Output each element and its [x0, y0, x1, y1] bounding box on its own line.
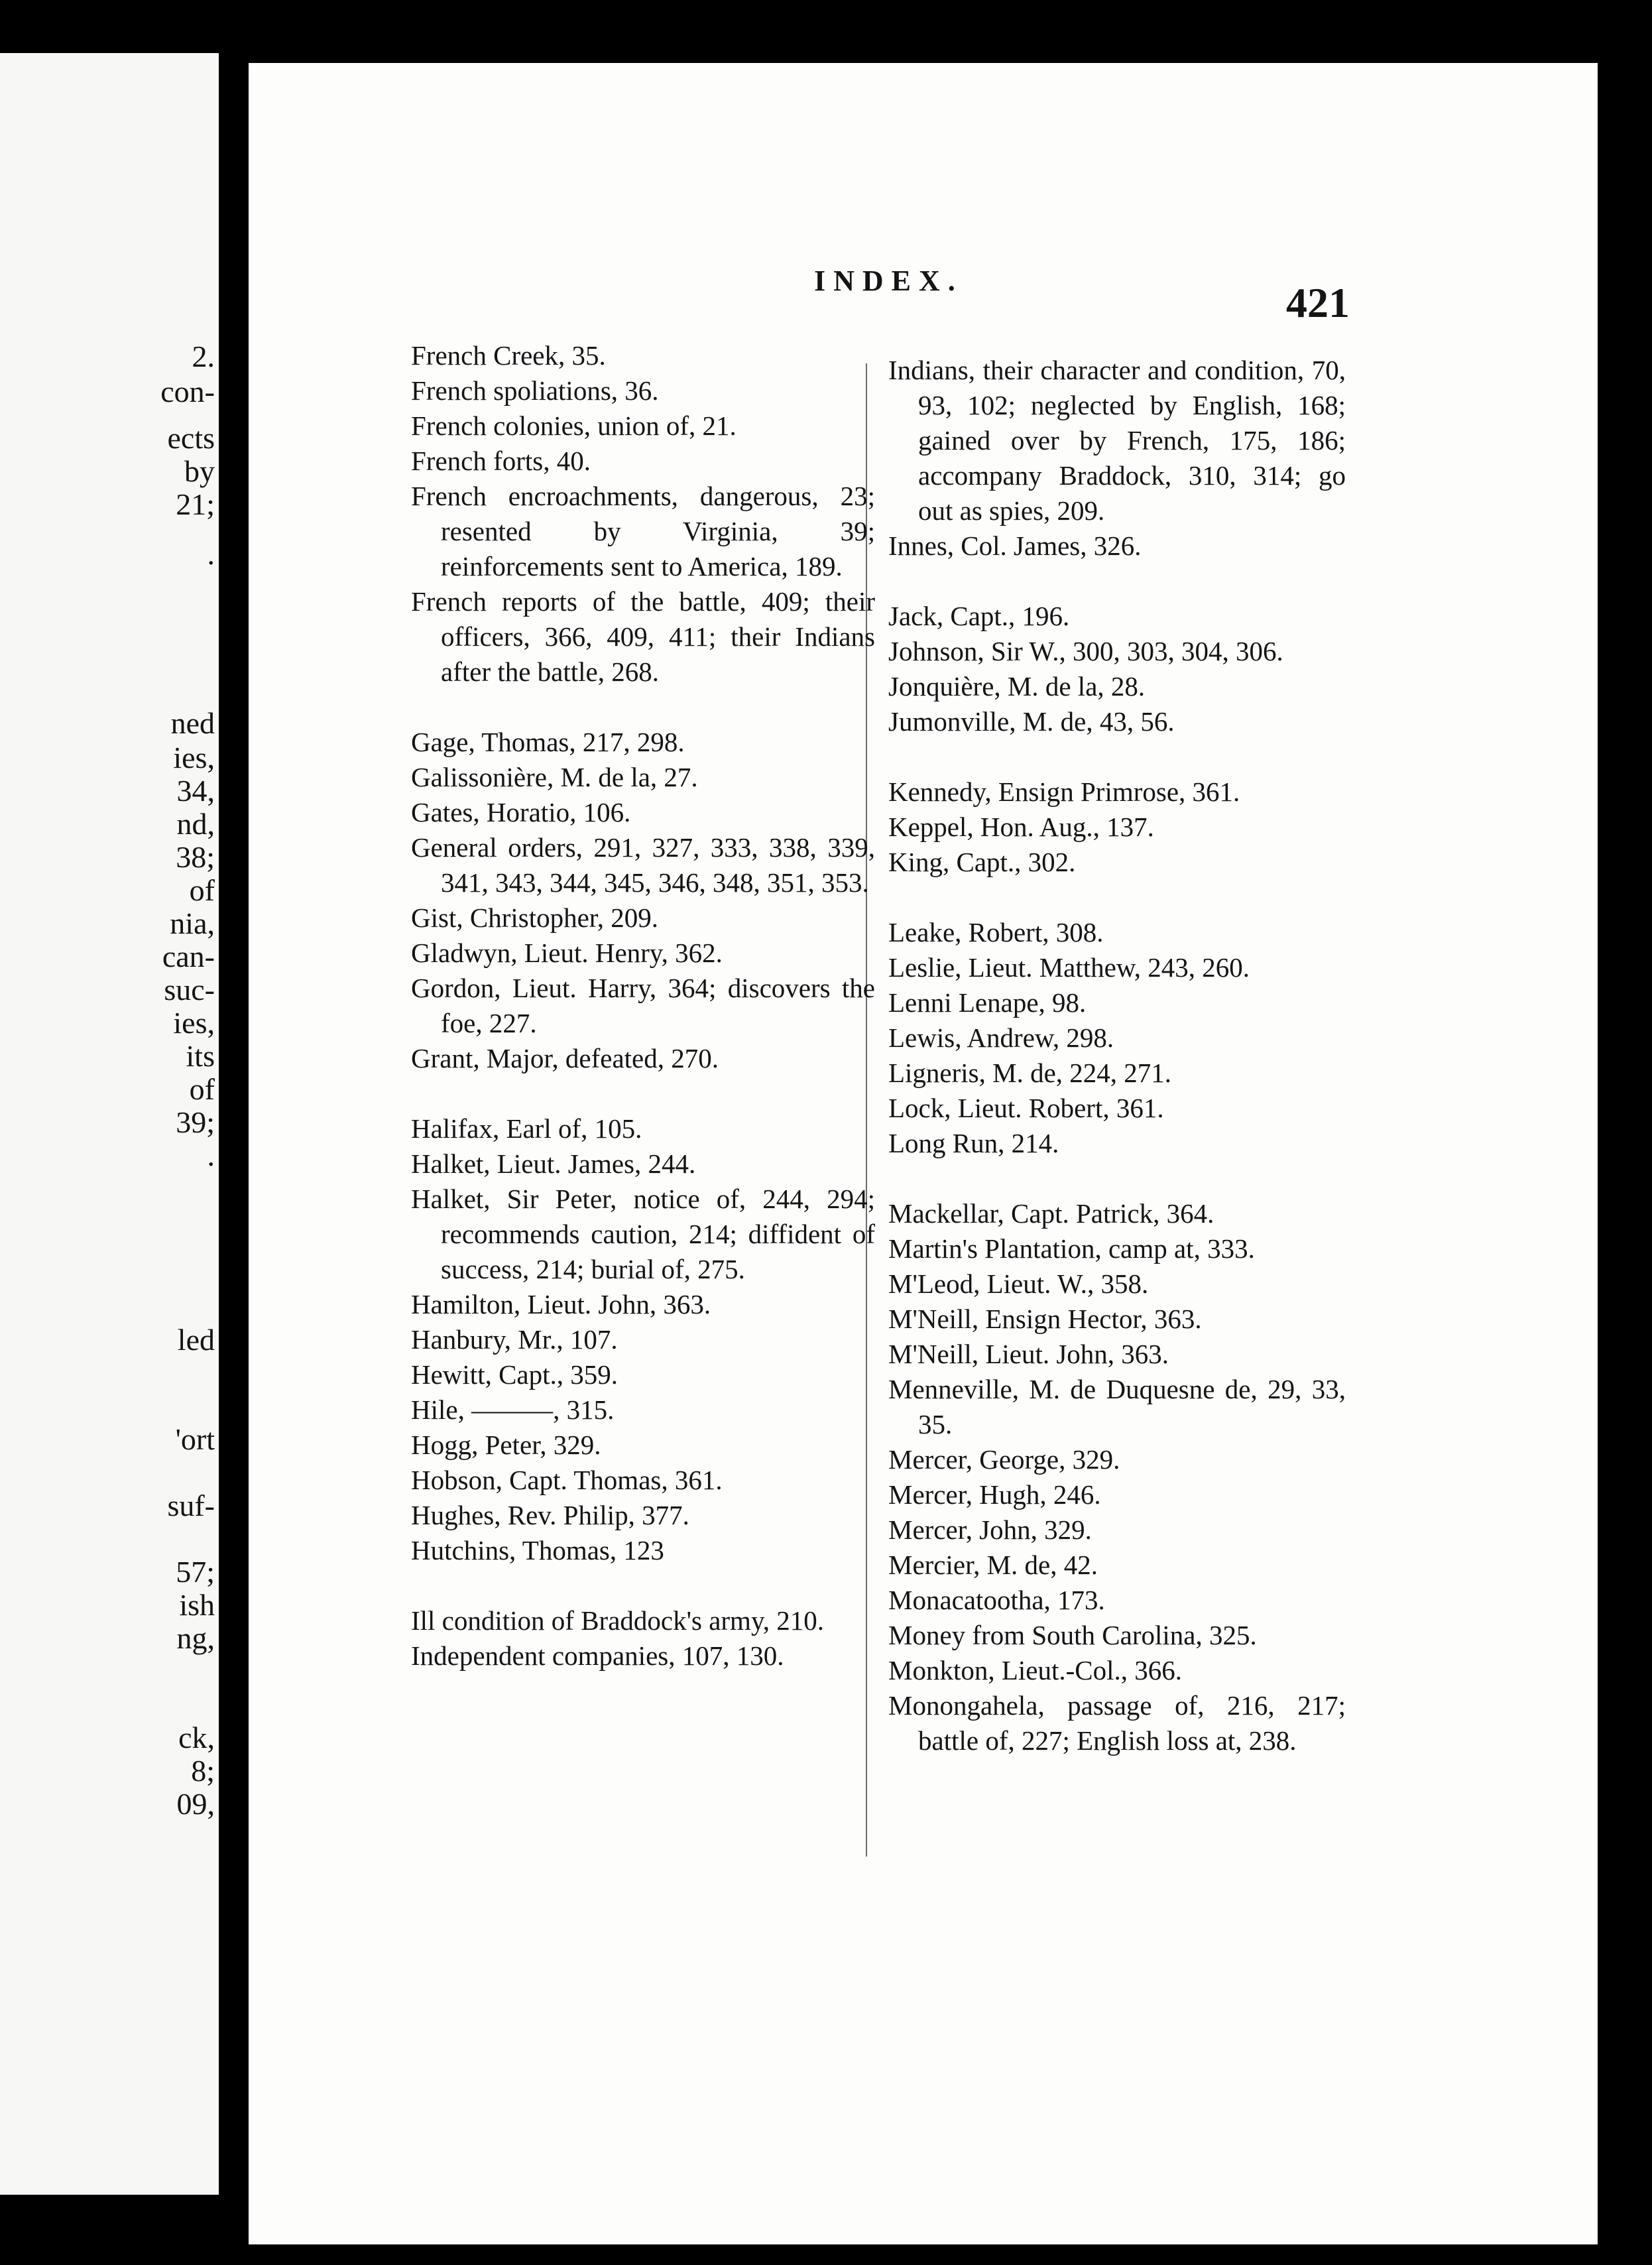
index-entry: Gage, Thomas, 217, 298.: [411, 727, 685, 757]
left-page-fragment: nia,: [170, 906, 215, 940]
index-entry: Halket, Lieut. James, 244.: [411, 1148, 696, 1179]
index-entry: Monkton, Lieut.-Col., 366.: [888, 1655, 1183, 1685]
running-head: INDEX.: [814, 265, 963, 297]
index-entry: Leake, Robert, 308.: [888, 917, 1104, 948]
index-entry: Grant, Major, defeated, 270.: [411, 1043, 719, 1073]
left-page-fragment: 'ort: [175, 1422, 215, 1456]
index-entry: Kennedy, Ensign Primrose, 361.: [888, 776, 1240, 807]
index-entry: Jumonville, M. de, 43, 56.: [888, 706, 1175, 737]
index-entry: Indians, their character and condition, 70, 93, 102; neglected by English, 168; gained over by French, 175, 186; accompany Braddock, 310, 314; go out as spies, 209.: [888, 355, 1346, 526]
index-entry: Halket, Sir Peter, notice of, 244, 294; recommends caution, 214; diffident of success, 214; burial of, 275.: [411, 1184, 875, 1284]
left-page-fragment: by: [184, 454, 215, 488]
left-page-fragment: nd,: [176, 807, 215, 841]
index-entry: Ligneris, M. de, 224, 271.: [888, 1058, 1172, 1088]
index-entry: General orders, 291, 327, 333, 338, 339, 341, 343, 344, 345, 346, 348, 351, 353.: [411, 832, 875, 898]
left-page-fragment: ish: [179, 1588, 215, 1622]
index-entry: Money from South Carolina, 325.: [888, 1620, 1257, 1650]
left-page-fragment: ects: [167, 421, 215, 455]
index-entry: King, Capt., 302.: [888, 847, 1076, 877]
left-page-fragment: 38;: [176, 840, 215, 874]
index-entry: Gordon, Lieut. Harry, 364; discovers the foe, 227.: [411, 973, 875, 1038]
index-entry: Gist, Christopher, 209.: [411, 902, 659, 933]
left-page-fragment: of: [189, 1072, 215, 1106]
index-entry: French encroachments, dangerous, 23; resented by Virginia, 39; reinforcements sent to America, 189.: [411, 481, 875, 582]
index-entry: Hewitt, Capt., 359.: [411, 1359, 619, 1390]
left-page-fragment: .: [207, 537, 215, 571]
left-page-fragment: of: [189, 873, 215, 907]
page-number: 421: [1286, 279, 1350, 326]
index-entry: Hanbury, Mr., 107.: [411, 1324, 618, 1355]
index-entry: Lock, Lieut. Robert, 361.: [888, 1093, 1164, 1123]
left-page-fragment: con-: [160, 375, 215, 408]
index-entry: Gates, Horatio, 106.: [411, 797, 631, 827]
index-entry: Hile, ———, 315.: [411, 1394, 615, 1425]
index-entry: Menneville, M. de Duquesne de, 29, 33, 35.: [888, 1374, 1346, 1439]
left-page-fragment: 34,: [176, 774, 215, 808]
index-entry: Martin's Plantation, camp at, 333.: [888, 1233, 1255, 1264]
index-entry: Galissonière, M. de la, 27.: [411, 762, 698, 792]
index-entry: French Creek, 35.: [411, 340, 606, 371]
left-page-fragment: led: [177, 1323, 215, 1357]
index-entry: French reports of the battle, 409; their officers, 366, 409, 411; their Indians after the battle, 268.: [411, 586, 875, 687]
index-entry: M'Leod, Lieut. W., 358.: [888, 1268, 1149, 1299]
left-page-fragment: can-: [162, 940, 215, 973]
left-page-fragment: its: [186, 1039, 215, 1073]
index-entry: Mackellar, Capt. Patrick, 364.: [888, 1198, 1214, 1229]
index-entry: French forts, 40.: [411, 446, 591, 476]
index-entry: Lenni Lenape, 98.: [888, 987, 1087, 1018]
index-entry: Long Run, 214.: [888, 1128, 1059, 1158]
index-entry: Jonquière, M. de la, 28.: [888, 671, 1146, 702]
left-page-fragment: ned: [170, 706, 215, 740]
index-entry: Ill condition of Braddock's army, 210.: [411, 1605, 825, 1636]
left-page-fragment: ck,: [178, 1721, 215, 1754]
index-entry: French spoliations, 36.: [411, 375, 659, 406]
index-entry: Hutchins, Thomas, 123: [411, 1535, 664, 1565]
left-page-fragment: 8;: [191, 1754, 215, 1788]
index-entry: Monongahela, passage of, 216, 217; battle of, 227; English loss at, 238.: [888, 1690, 1346, 1756]
index-entry: Hogg, Peter, 329.: [411, 1430, 601, 1460]
index-entry: Monacatootha, 173.: [888, 1585, 1105, 1615]
index-entry: Innes, Col. James, 326.: [888, 530, 1142, 561]
index-entry: Lewis, Andrew, 298.: [888, 1022, 1114, 1053]
left-page-fragment: ies,: [173, 741, 215, 774]
left-page-fragment: .: [207, 1138, 215, 1172]
index-entry: Mercer, John, 329.: [888, 1514, 1092, 1545]
left-page-fragment: 21;: [176, 487, 215, 521]
left-page-edge: [0, 53, 219, 2195]
left-page-fragment: 57;: [176, 1555, 215, 1589]
index-entry: Hamilton, Lieut. John, 363.: [411, 1289, 711, 1319]
index-column-left: [411, 338, 875, 1674]
index-entry: French colonies, union of, 21.: [411, 410, 737, 441]
index-entry: Jack, Capt., 196.: [888, 601, 1070, 631]
index-entry: Hobson, Capt. Thomas, 361.: [411, 1465, 723, 1495]
index-entry: Mercer, George, 329.: [888, 1444, 1120, 1475]
left-page-fragment: suc-: [164, 973, 215, 1007]
left-page-fragment: 39;: [176, 1105, 215, 1139]
left-page-fragment: ies,: [173, 1006, 215, 1040]
left-page-fragment: ng,: [176, 1621, 215, 1655]
index-entry: Gladwyn, Lieut. Henry, 362.: [411, 938, 723, 968]
index-entry: Mercier, M. de, 42.: [888, 1550, 1098, 1580]
index-entry: Halifax, Earl of, 105.: [411, 1113, 642, 1144]
index-column-right: [888, 353, 1346, 1758]
index-entry: Mercer, Hugh, 246.: [888, 1479, 1101, 1510]
index-entry: M'Neill, Ensign Hector, 363.: [888, 1304, 1202, 1334]
index-entry: Independent companies, 107, 130.: [411, 1640, 784, 1671]
index-entry: Hughes, Rev. Philip, 377.: [411, 1500, 689, 1530]
left-page-fragment: suf-: [167, 1489, 215, 1522]
index-entry: M'Neill, Lieut. John, 363.: [888, 1339, 1169, 1369]
index-entry: Keppel, Hon. Aug., 137.: [888, 812, 1154, 842]
index-entry: Leslie, Lieut. Matthew, 243, 260.: [888, 952, 1250, 983]
left-page-fragment: 2.: [192, 339, 215, 373]
index-entry: Johnson, Sir W., 300, 303, 304, 306.: [888, 636, 1283, 666]
left-page-fragment: 09,: [176, 1787, 215, 1821]
